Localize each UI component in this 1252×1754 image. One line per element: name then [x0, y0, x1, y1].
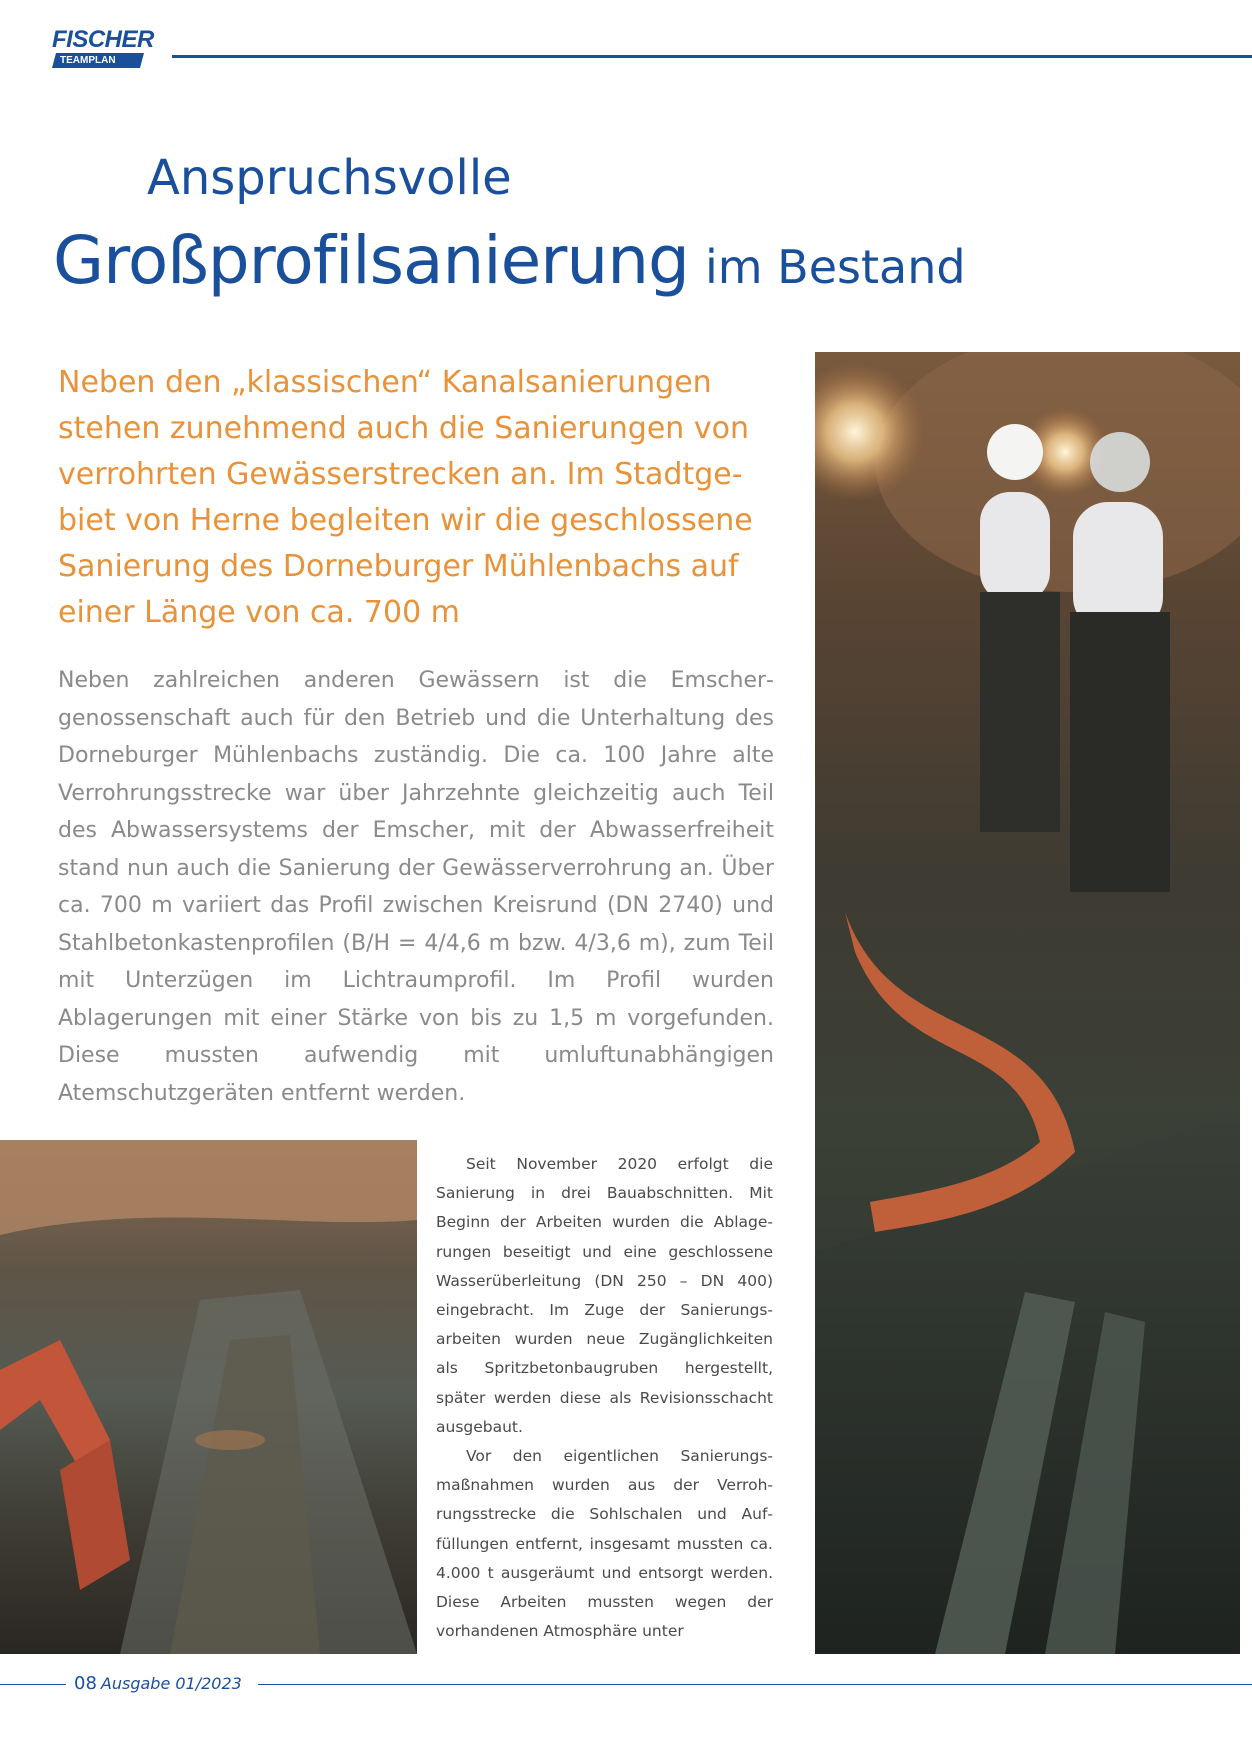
page-number: 08 [74, 1673, 97, 1694]
photo-tunnel-workers-illustration [815, 352, 1240, 1654]
header-rule [172, 55, 1252, 58]
title-line-2 [53, 222, 966, 299]
title-suffix: im Bestand [704, 240, 966, 294]
photo-channel-excavator-illustration [0, 1140, 417, 1654]
title-main-word: Großprofilsanierung [53, 222, 689, 299]
lead-paragraph: Neben den „klassischen“ Kanalsanierungen stehen zunehmend auch die Sanierungen von verrohrten Gewässerstrecken an. Im Stadtgebiet von Herne begleiten wir die geschlossene Sanierung des Dorneburger Mühlenbachs auf einer Länge von ca. 700 m [58, 365, 753, 630]
column-paragraph-1: Seit November 2020 erfolgt die Sanierung in drei Bauabschnitten. Mit Beginn der Arbeiten wurden die Ablagerungen beseitigt und eine geschlossene Wasserüberleitung (DN 250 – DN 400) eingebracht. Im Zuge der Sanierungsarbeiten wurden neue Zugänglichkeiten als Spritzbetonbaugruben hergestellt, später werden diese als Revisionsschacht ausgebaut. [436, 1155, 773, 1436]
photo-channel-excavator [0, 1140, 417, 1654]
title-line-1: Anspruchsvolle [147, 150, 512, 206]
column-paragraph-2: Vor den eigentlichen Sanierungsmaßnahmen wurden aus der Verrohrungsstrecke die Sohlschalen und Auffüllungen entfernt, insgesamt mussten ca. 4.000 t ausgeräumt und entsorgt werden. Diese Arbeiten mussten wegen der vorhandenen Atmosphäre unter [436, 1447, 773, 1641]
fischer-teamplan-logo [52, 26, 170, 70]
photo-tunnel-workers [815, 352, 1240, 1654]
logo-wordmark: FISCHER [52, 26, 154, 53]
footer-rule-right [258, 1684, 1252, 1685]
logo-subline: TEAMPLAN [52, 53, 144, 68]
body-column [436, 1150, 773, 1646]
footer-label [68, 1673, 248, 1694]
issue-label: Ausgabe 01/2023 [100, 1674, 242, 1693]
body-intro-paragraph: Neben zahlreichen anderen Gewässern ist die Emschergenossenschaft auch für den Betrieb und die Unterhaltung des Dorneburger Mühlenbachs zuständig. Die ca. 100 Jahre alte Verrohrungsstrecke war über Jahrzehnte gleichzeitig auch Teil des Abwassersystems der Emscher, mit der Abwasserfreiheit stand nun auch die Sanierung der Gewässerverrohrung an. Über ca. 700 m variiert das Profil zwischen Kreisrund (DN 2740) und Stahlbetonkastenprofilen (B/H = 4/4,6 m bzw. 4/3,6 m), zum Teil mit Unterzügen im Lichtraumprofil. Im Profil wurden Ablagerungen mit einer Stärke von bis zu 1,5 m vorgefunden. Diese mussten aufwendig mit umluftunabhängigen Atemschutzgeräten entfernt werden. [58, 668, 774, 1106]
footer-rule-left [0, 1684, 66, 1685]
